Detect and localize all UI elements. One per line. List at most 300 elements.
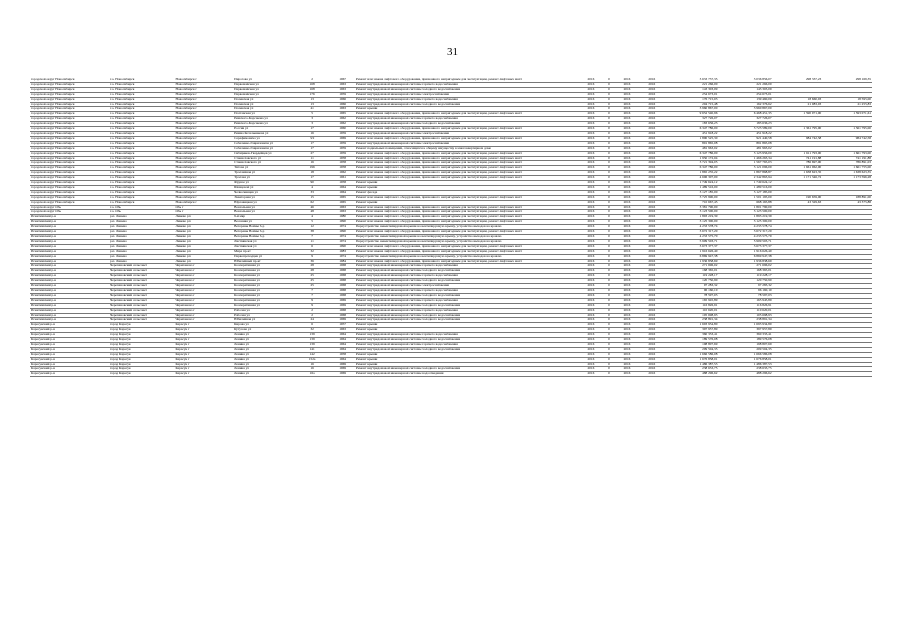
table-body [30, 78, 872, 377]
cell-cost-regional: 1 801 790,00 [718, 205, 772, 210]
cell-start: 2016 [615, 347, 640, 352]
cell-house: 62 [303, 200, 321, 205]
cell-year: 1964 [330, 342, 355, 347]
cell-a: 0 [603, 220, 614, 225]
cell-cost-regional: 397 957,89 [718, 328, 772, 333]
cell-year: 1968 [330, 284, 355, 289]
cell-a: 0 [603, 161, 614, 166]
cell-house: 13 [303, 102, 321, 107]
cell-cost-total: 254 673,01 [664, 92, 718, 97]
cell-cost-other: 1 361 795,00 [822, 127, 872, 132]
cell-municipality: Искитимский р-н [30, 279, 109, 284]
cell-work: Ремонт или замена лифтового оборудования, признанного непригодным для эксплуатации, ремонт лифтовых шахт [355, 195, 578, 200]
cell-cost-total: 116 826,91 [664, 303, 718, 308]
cell-house: 90 [303, 181, 321, 186]
cell-a: 0 [603, 249, 614, 254]
cell-municipality: городской округ Новосибирск [30, 161, 109, 166]
cell-year: 1964 [330, 357, 355, 362]
cell-cost-total: 1 486 387,53 [664, 362, 718, 367]
cell-settlement-type: г.о. Новосибирск [109, 78, 174, 82]
cell-street: Троллейная ул [233, 171, 303, 176]
cell-locality: Новосибирск г [174, 112, 233, 117]
cell-start: 2016 [615, 308, 640, 313]
cell-cost-regional: 2 342 863,94 [718, 176, 772, 181]
cell-year: 1959 [330, 151, 355, 156]
cell-plan-year: 2016 [578, 293, 603, 298]
cell-cost-local: 298 337,23 [773, 78, 823, 82]
cell-municipality: Искитимский р-н [30, 225, 109, 230]
cell-year: 1968 [330, 279, 355, 284]
cell-start: 2016 [615, 298, 640, 303]
cell-cost-total: 1 893 219,39 [664, 215, 718, 220]
cell-plan-year: 2016 [578, 136, 603, 141]
cell-cost-local: 1 361 795,00 [773, 127, 823, 132]
cell-end: 2016 [639, 78, 664, 82]
cell-cost-other: 1 638 623,35 [822, 171, 872, 176]
cell-plan-year: 2016 [578, 235, 603, 240]
cell-municipality: Карасукский р-н [30, 347, 109, 352]
cell-cost-total: 1 916 626,40 [664, 249, 718, 254]
cell-a: 0 [603, 230, 614, 235]
cell-locality: Новосибирск г [174, 102, 233, 107]
cell-locality: Карасук г [174, 342, 233, 347]
cell-settlement-type: г.о. Новосибирск [109, 112, 174, 117]
cell-end: 2016 [639, 220, 664, 225]
cell-plan-year: 2016 [578, 117, 603, 122]
cell-house: 11 [303, 239, 321, 244]
cell-settlement-type: р.п. Линево [109, 259, 174, 264]
cell-settlement-type: г.о. Новосибирск [109, 82, 174, 87]
cell-a: 0 [603, 313, 614, 318]
cell-house: 2 [303, 313, 321, 318]
cell-work: Ремонт внутридомовой инженерной системы горячего водоснабжения [355, 274, 578, 279]
cell-house: 4 [303, 215, 321, 220]
cell-year: 1959 [330, 92, 355, 97]
cell-settlement-type: Черепановский сельсовет [109, 274, 174, 279]
cell-cost-total: 6 347 786,00 [664, 166, 718, 171]
cell-settlement-type: г.о. Новосибирск [109, 117, 174, 122]
cell-cost-total: 1 865 235,22 [664, 171, 718, 176]
cell-locality: Линево рп [174, 244, 233, 249]
cell-municipality: городской округ Новосибирск [30, 176, 109, 181]
cell-street: Мира пр-кт [233, 249, 303, 254]
cell-end: 2016 [639, 259, 664, 264]
cell-a: 0 [603, 308, 614, 313]
cell-municipality: городской округ Новосибирск [30, 92, 109, 97]
cell-year: 1969 [330, 362, 355, 367]
cell-settlement-type: г.о. Новосибирск [109, 176, 174, 181]
cell-start: 2016 [615, 338, 640, 343]
cell-street: Вокзальная ул [233, 205, 303, 210]
cell-work: Ремонт или замена лифтового оборудования, признанного непригодным для эксплуатации, ремонт лифтовых шахт [355, 171, 578, 176]
cell-work: Ремонт внутридомовой инженерной системы холодного водоснабжения [355, 303, 578, 308]
cell-street: Рабочая ул [233, 313, 303, 318]
cell-plan-year: 2016 [578, 166, 603, 171]
cell-work: Ремонт внутридомовой инженерной системы электроснабжения [355, 92, 578, 97]
cell-a: 0 [603, 338, 614, 343]
cell-cost-total: 3 725 990,00 [664, 195, 718, 200]
cell-a: 0 [603, 200, 614, 205]
cell-municipality: Искитимский р-н [30, 220, 109, 225]
cell-locality: Линево рп [174, 249, 233, 254]
cell-locality: Новосибирск г [174, 131, 233, 136]
cell-house: 139 [303, 333, 321, 338]
cell-end: 2016 [639, 200, 664, 205]
cell-street: Юрловицкая ул [233, 200, 303, 205]
cell-plan-year: 2016 [578, 254, 603, 259]
cell-work: Ремонт или замена лифтового оборудования, признанного непригодным для эксплуатации, ремонт лифтовых шахт [355, 78, 578, 82]
cell-street: Кооперативная ул [233, 284, 303, 289]
cell-house: 3 [303, 117, 321, 122]
cell-street: Полевская ул [233, 107, 303, 112]
cell-a: 0 [603, 205, 614, 210]
cell-street: Ленина ул [233, 352, 303, 357]
cell-year: 1964 [330, 347, 355, 352]
cell-house: 9 [303, 298, 321, 303]
cell-year: 1974 [330, 239, 355, 244]
cell-year: 1962 [330, 122, 355, 127]
cell-year: 1957 [330, 323, 355, 328]
cell-cost-regional: 120 750,90 [718, 279, 772, 284]
cell-work: Ремонт или замена лифтового оборудования, признанного непригодным для эксплуатации, ремонт лифтовых шахт [355, 136, 578, 141]
cell-municipality: городской округ Новосибирск [30, 141, 109, 146]
cell-cost-total: 451 918,22 [664, 131, 718, 136]
cell-house: 48 [303, 210, 321, 215]
cell-plan-year: 2016 [578, 367, 603, 372]
cell-plan-year: 2016 [578, 244, 603, 249]
cell-start: 2016 [615, 92, 640, 97]
cell-plan-year: 2016 [578, 249, 603, 254]
cell-year: 1965 [330, 112, 355, 117]
cell-municipality: Искитимский р-н [30, 249, 109, 254]
cell-cost-regional: 1 936 838,69 [718, 259, 772, 264]
cell-work: Ремонт фасада [355, 190, 578, 195]
cell-cost-regional: 1 486 387,53 [718, 362, 772, 367]
page-number: 31 [447, 46, 458, 58]
cell-work: Ремонт внутридомовой инженерной системы водоотведения [355, 372, 578, 377]
cell-street: Первомайская ул [233, 92, 303, 97]
cell-a: 0 [603, 347, 614, 352]
cell-cost-regional: 165 945,89 [718, 298, 772, 303]
cell-street: Ленина ул [233, 333, 303, 338]
cell-municipality: городской округ Новосибирск [30, 200, 109, 205]
cell-cost-other: 18 595,00 [822, 97, 872, 102]
cell-a: 0 [603, 185, 614, 190]
cell-plan-year: 2016 [578, 284, 603, 289]
cell-house: 7 [303, 235, 321, 240]
cell-street: Ленина ул [233, 362, 303, 367]
cell-plan-year: 2016 [578, 308, 603, 313]
cell-work: Ремонт внутридомовой инженерной системы холодного водоснабжения [355, 279, 578, 284]
cell-year: 1983 [330, 249, 355, 254]
cell-cost-regional: 238 891,34 [718, 318, 772, 323]
cell-end: 2016 [639, 82, 664, 87]
cell-plan-year: 2016 [578, 107, 603, 112]
cell-municipality: городской округ Новосибирск [30, 131, 109, 136]
cell-plan-year: 2016 [578, 328, 603, 333]
cell-work: Ремонт внутридомовой инженерной системы холодного водоснабжения [355, 318, 578, 323]
cell-house: 16 [303, 131, 321, 136]
cell-cost-regional: 3 036 856,07 [718, 78, 772, 82]
cell-house: 4 [303, 185, 321, 190]
cell-municipality: Искитимский р-н [30, 239, 109, 244]
cell-cost-local: 21 083,03 [773, 102, 823, 107]
cell-year: 1967 [330, 78, 355, 82]
cell-locality: Новосибирск г [174, 97, 233, 102]
cell-work: Ремонт или замена лифтового оборудования, признанного непригодным для эксплуатации, ремонт лифтовых шахт [355, 244, 578, 249]
cell-start: 2016 [615, 264, 640, 269]
cell-start: 2016 [615, 176, 640, 181]
cell-cost-regional: 198 807,69 [718, 342, 772, 347]
cell-end: 2016 [639, 357, 664, 362]
cell-settlement-type: р.п. Линево [109, 225, 174, 230]
cell-municipality: городской округ Новосибирск [30, 136, 109, 141]
cell-end: 2016 [639, 264, 664, 269]
cell-locality: Новосибирск г [174, 166, 233, 171]
cell-start: 2016 [615, 117, 640, 122]
cell-cost-local: 43 329,63 [773, 200, 823, 205]
cell-cost-regional: 139 460,00 [718, 97, 772, 102]
cell-plan-year: 2016 [578, 357, 603, 362]
cell-municipality: городской округ Новосибирск [30, 185, 109, 190]
cell-start: 2016 [615, 269, 640, 274]
cell-street: Титова ул [233, 166, 303, 171]
cell-settlement-type: г.о. Новосибирск [109, 87, 174, 92]
cell-work: Ремонт внутридомовой инженерной системы горячего водоснабжения [355, 117, 578, 122]
cell-street: Юбилейная ул [233, 318, 303, 323]
cell-plan-year: 2016 [578, 323, 603, 328]
cell-end: 2016 [639, 352, 664, 357]
cell-cost-regional: 1 666 586,08 [718, 352, 772, 357]
cell-municipality: Искитимский р-н [30, 303, 109, 308]
cell-a: 0 [603, 298, 614, 303]
cell-house: 17 [303, 146, 321, 151]
cell-settlement-type: г.о. Обь [109, 205, 174, 210]
cell-cost-total: 110 620,01 [664, 308, 718, 313]
cell-cost-total: 204 715,48 [664, 102, 718, 107]
cell-a: 0 [603, 195, 614, 200]
cell-end: 2016 [639, 313, 664, 318]
cell-plan-year: 2016 [578, 347, 603, 352]
cell-end: 2016 [639, 122, 664, 127]
cell-cost-regional: 238 633,75 [718, 367, 772, 372]
cell-year: 1990 [330, 230, 355, 235]
cell-a: 0 [603, 171, 614, 176]
cell-street: Станиславского ул [233, 156, 303, 161]
cell-street: Кооперативная ул [233, 293, 303, 298]
cell-work: Ремонт или замена лифтового оборудования, признанного непригодным для эксплуатации, ремонт лифтовых шахт [355, 205, 578, 210]
cell-street: Ленина ул [233, 347, 303, 352]
cell-a: 0 [603, 176, 614, 181]
cell-plan-year: 2016 [578, 215, 603, 220]
cell-locality: Черепаново г [174, 274, 233, 279]
cell-cost-regional: 3 125 300,00 [718, 220, 772, 225]
cell-work: Ремонт крыши [355, 328, 578, 333]
cell-settlement-type: г.о. Новосибирск [109, 156, 174, 161]
cell-municipality: Искитимский р-н [30, 235, 109, 240]
cell-start: 2016 [615, 82, 640, 87]
cell-year: 1958 [330, 181, 355, 186]
cell-house: 3 [303, 122, 321, 127]
cell-year: 1966 [330, 102, 355, 107]
cell-start: 2016 [615, 303, 640, 308]
cell-cost-regional: 481 963,02 [718, 146, 772, 151]
cell-street: Ветераны Войны б-р [233, 230, 303, 235]
cell-municipality: городской округ Новосибирск [30, 166, 109, 171]
cell-a: 0 [603, 279, 614, 284]
cell-year: 1963 [330, 82, 355, 87]
cell-work: Ремонт внутридомовой инженерной системы горячего водоснабжения [355, 342, 578, 347]
cell-house: 41 [303, 107, 321, 112]
cell-locality: Черепаново г [174, 303, 233, 308]
cell-house: 6 [303, 323, 321, 328]
cell-cost-total: 4 233 575,70 [664, 235, 718, 240]
cell-start: 2016 [615, 362, 640, 367]
cell-building [321, 372, 330, 377]
cell-locality: Черепаново г [174, 298, 233, 303]
cell-work: Ремонт внутридомовой инженерной системы холодного водоснабжения [355, 367, 578, 372]
cell-house: 15 [303, 195, 321, 200]
cell-end: 2016 [639, 87, 664, 92]
cell-a: 0 [603, 235, 614, 240]
cell-cost-total: 3 125 300,00 [664, 220, 718, 225]
cell-cost-regional: 143 303,09 [718, 87, 772, 92]
cell-start: 2016 [615, 239, 640, 244]
cell-house: 16а [303, 372, 321, 377]
cell-plan-year: 2016 [578, 259, 603, 264]
cell-end: 2016 [639, 308, 664, 313]
cell-work: Ремонт крыши [355, 200, 578, 205]
cell-municipality: Карасукский р-н [30, 342, 109, 347]
cell-start: 2016 [615, 293, 640, 298]
cell-plan-year: 2016 [578, 195, 603, 200]
cell-cost-regional: 119 228,17 [718, 274, 772, 279]
cell-cost-regional: 1 867 868,87 [718, 171, 772, 176]
cell-end: 2016 [639, 156, 664, 161]
cell-start: 2016 [615, 235, 640, 240]
cell-a: 0 [603, 367, 614, 372]
cell-street: Листвянская ул [233, 239, 303, 244]
cell-street: Рабочая ул [233, 308, 303, 313]
cell-street: Пирогова ул [233, 78, 303, 82]
cell-start: 2016 [615, 78, 640, 82]
cell-work: Ремонт крыши [355, 181, 578, 186]
cell-house: 3/2 [303, 136, 321, 141]
cell-a: 0 [603, 342, 614, 347]
cell-municipality: городской округ Новосибирск [30, 146, 109, 151]
cell-year: 1963 [330, 107, 355, 112]
cell-settlement-type: Черепановский сельсовет [109, 279, 174, 284]
cell-start: 2016 [615, 328, 640, 333]
cell-locality: Линево рп [174, 239, 233, 244]
cell-settlement-type: город Карасук [109, 372, 174, 377]
cell-cost-regional: 97 283,32 [718, 284, 772, 289]
cell-start: 2016 [615, 372, 640, 377]
cell-cost-regional: 3 127 185,00 [718, 190, 772, 195]
cell-end: 2016 [639, 141, 664, 146]
cell-settlement-type: Черепановский сельсовет [109, 308, 174, 313]
cell-plan-year: 2016 [578, 190, 603, 195]
cell-year: 1958 [330, 156, 355, 161]
cell-work: Ремонт или замена лифтового оборудования, признанного непригодным для эксплуатации, ремонт лифтовых шахт [355, 230, 578, 235]
cell-settlement-type: р.п. Линево [109, 239, 174, 244]
cell-work: Ремонт внутридомовой инженерной системы горячего водоснабжения [355, 288, 578, 293]
cell-a: 0 [603, 78, 614, 82]
cell-plan-year: 2016 [578, 151, 603, 156]
cell-cost-regional: 3 123 956,00 [718, 151, 772, 156]
cell-year: 1969 [330, 298, 355, 303]
cell-municipality: городской округ Новосибирск [30, 117, 109, 122]
cell-cost-regional: 78 597,03 [718, 293, 772, 298]
cell-a: 0 [603, 151, 614, 156]
cell-start: 2016 [615, 122, 640, 127]
cell-locality: Черепаново г [174, 293, 233, 298]
cell-cost-total: 238 633,75 [664, 367, 718, 372]
cell-locality: Новосибирск г [174, 151, 233, 156]
cell-cost-total: 78 597,03 [664, 293, 718, 298]
cell-municipality: Искитимский р-н [30, 254, 109, 259]
cell-year: 1969 [330, 367, 355, 372]
cell-house: 9 [303, 303, 321, 308]
cell-work: Ремонт внутридомовой инженерной системы холодного водоснабжения [355, 293, 578, 298]
cell-plan-year: 2016 [578, 205, 603, 210]
cell-cost-total: 238 891,34 [664, 318, 718, 323]
cell-plan-year: 2016 [578, 82, 603, 87]
cell-cost-regional: 3 672 317,20 [718, 230, 772, 235]
cell-cost-total: 1 676 858,01 [664, 357, 718, 362]
cell-house: 24 [303, 318, 321, 323]
cell-work: Ремонт внутридомовой инженерной системы горячего водоснабжения [355, 333, 578, 338]
cell-settlement-type: р.п. Линево [109, 235, 174, 240]
cell-municipality: Карасукский р-н [30, 328, 109, 333]
cell-house: 32 [303, 249, 321, 254]
cell-cost-other: 741 191,88 [822, 156, 872, 161]
cell-cost-local: 1 638 623,35 [773, 171, 823, 176]
cell-cost-local: 1 590 071,00 [773, 112, 823, 117]
cell-settlement-type: г.о. Новосибирск [109, 127, 174, 132]
cell-house: 5 [303, 220, 321, 225]
cell-cost-regional: 5 909 503,71 [718, 239, 772, 244]
cell-municipality: городской округ Новосибирск [30, 97, 109, 102]
cell-work: Ремонт внутридомовой инженерной системы холодного водоснабжения [355, 313, 578, 318]
cell-work: Ремонт внутридомовой инженерной системы горячего водоснабжения [355, 298, 578, 303]
cell-end: 2016 [639, 244, 664, 249]
cell-start: 2016 [615, 185, 640, 190]
cell-cost-regional: 1 501 195,00 [718, 195, 772, 200]
cell-year: 1968 [330, 308, 355, 313]
cell-street: Кооперативная ул [233, 279, 303, 284]
cell-year: 1968 [330, 288, 355, 293]
cell-cost-regional: 3 123 500,00 [718, 210, 772, 215]
cell-house: 6 [303, 244, 321, 249]
cell-settlement-type: г.о. Новосибирск [109, 200, 174, 205]
cell-cost-other: 43 375,88 [822, 200, 872, 205]
cell-house: 7 [303, 288, 321, 293]
cell-plan-year: 2016 [578, 230, 603, 235]
cell-end: 2016 [639, 362, 664, 367]
cell-a: 0 [603, 92, 614, 97]
cell-end: 2016 [639, 185, 664, 190]
cell-end: 2016 [639, 210, 664, 215]
cell-municipality: Карасукский р-н [30, 338, 109, 343]
cell-a: 0 [603, 318, 614, 323]
cell-work: Ремонт или замена лифтового оборудования, признанного непригодным для эксплуатации, ремонт лифтовых шахт [355, 176, 578, 181]
cell-end: 2016 [639, 127, 664, 132]
cell-start: 2016 [615, 136, 640, 141]
cell-settlement-type: г.о. Новосибирск [109, 97, 174, 102]
cell-cost-total: 3 672 317,20 [664, 230, 718, 235]
cell-cost-regional: 110 620,01 [718, 308, 772, 313]
